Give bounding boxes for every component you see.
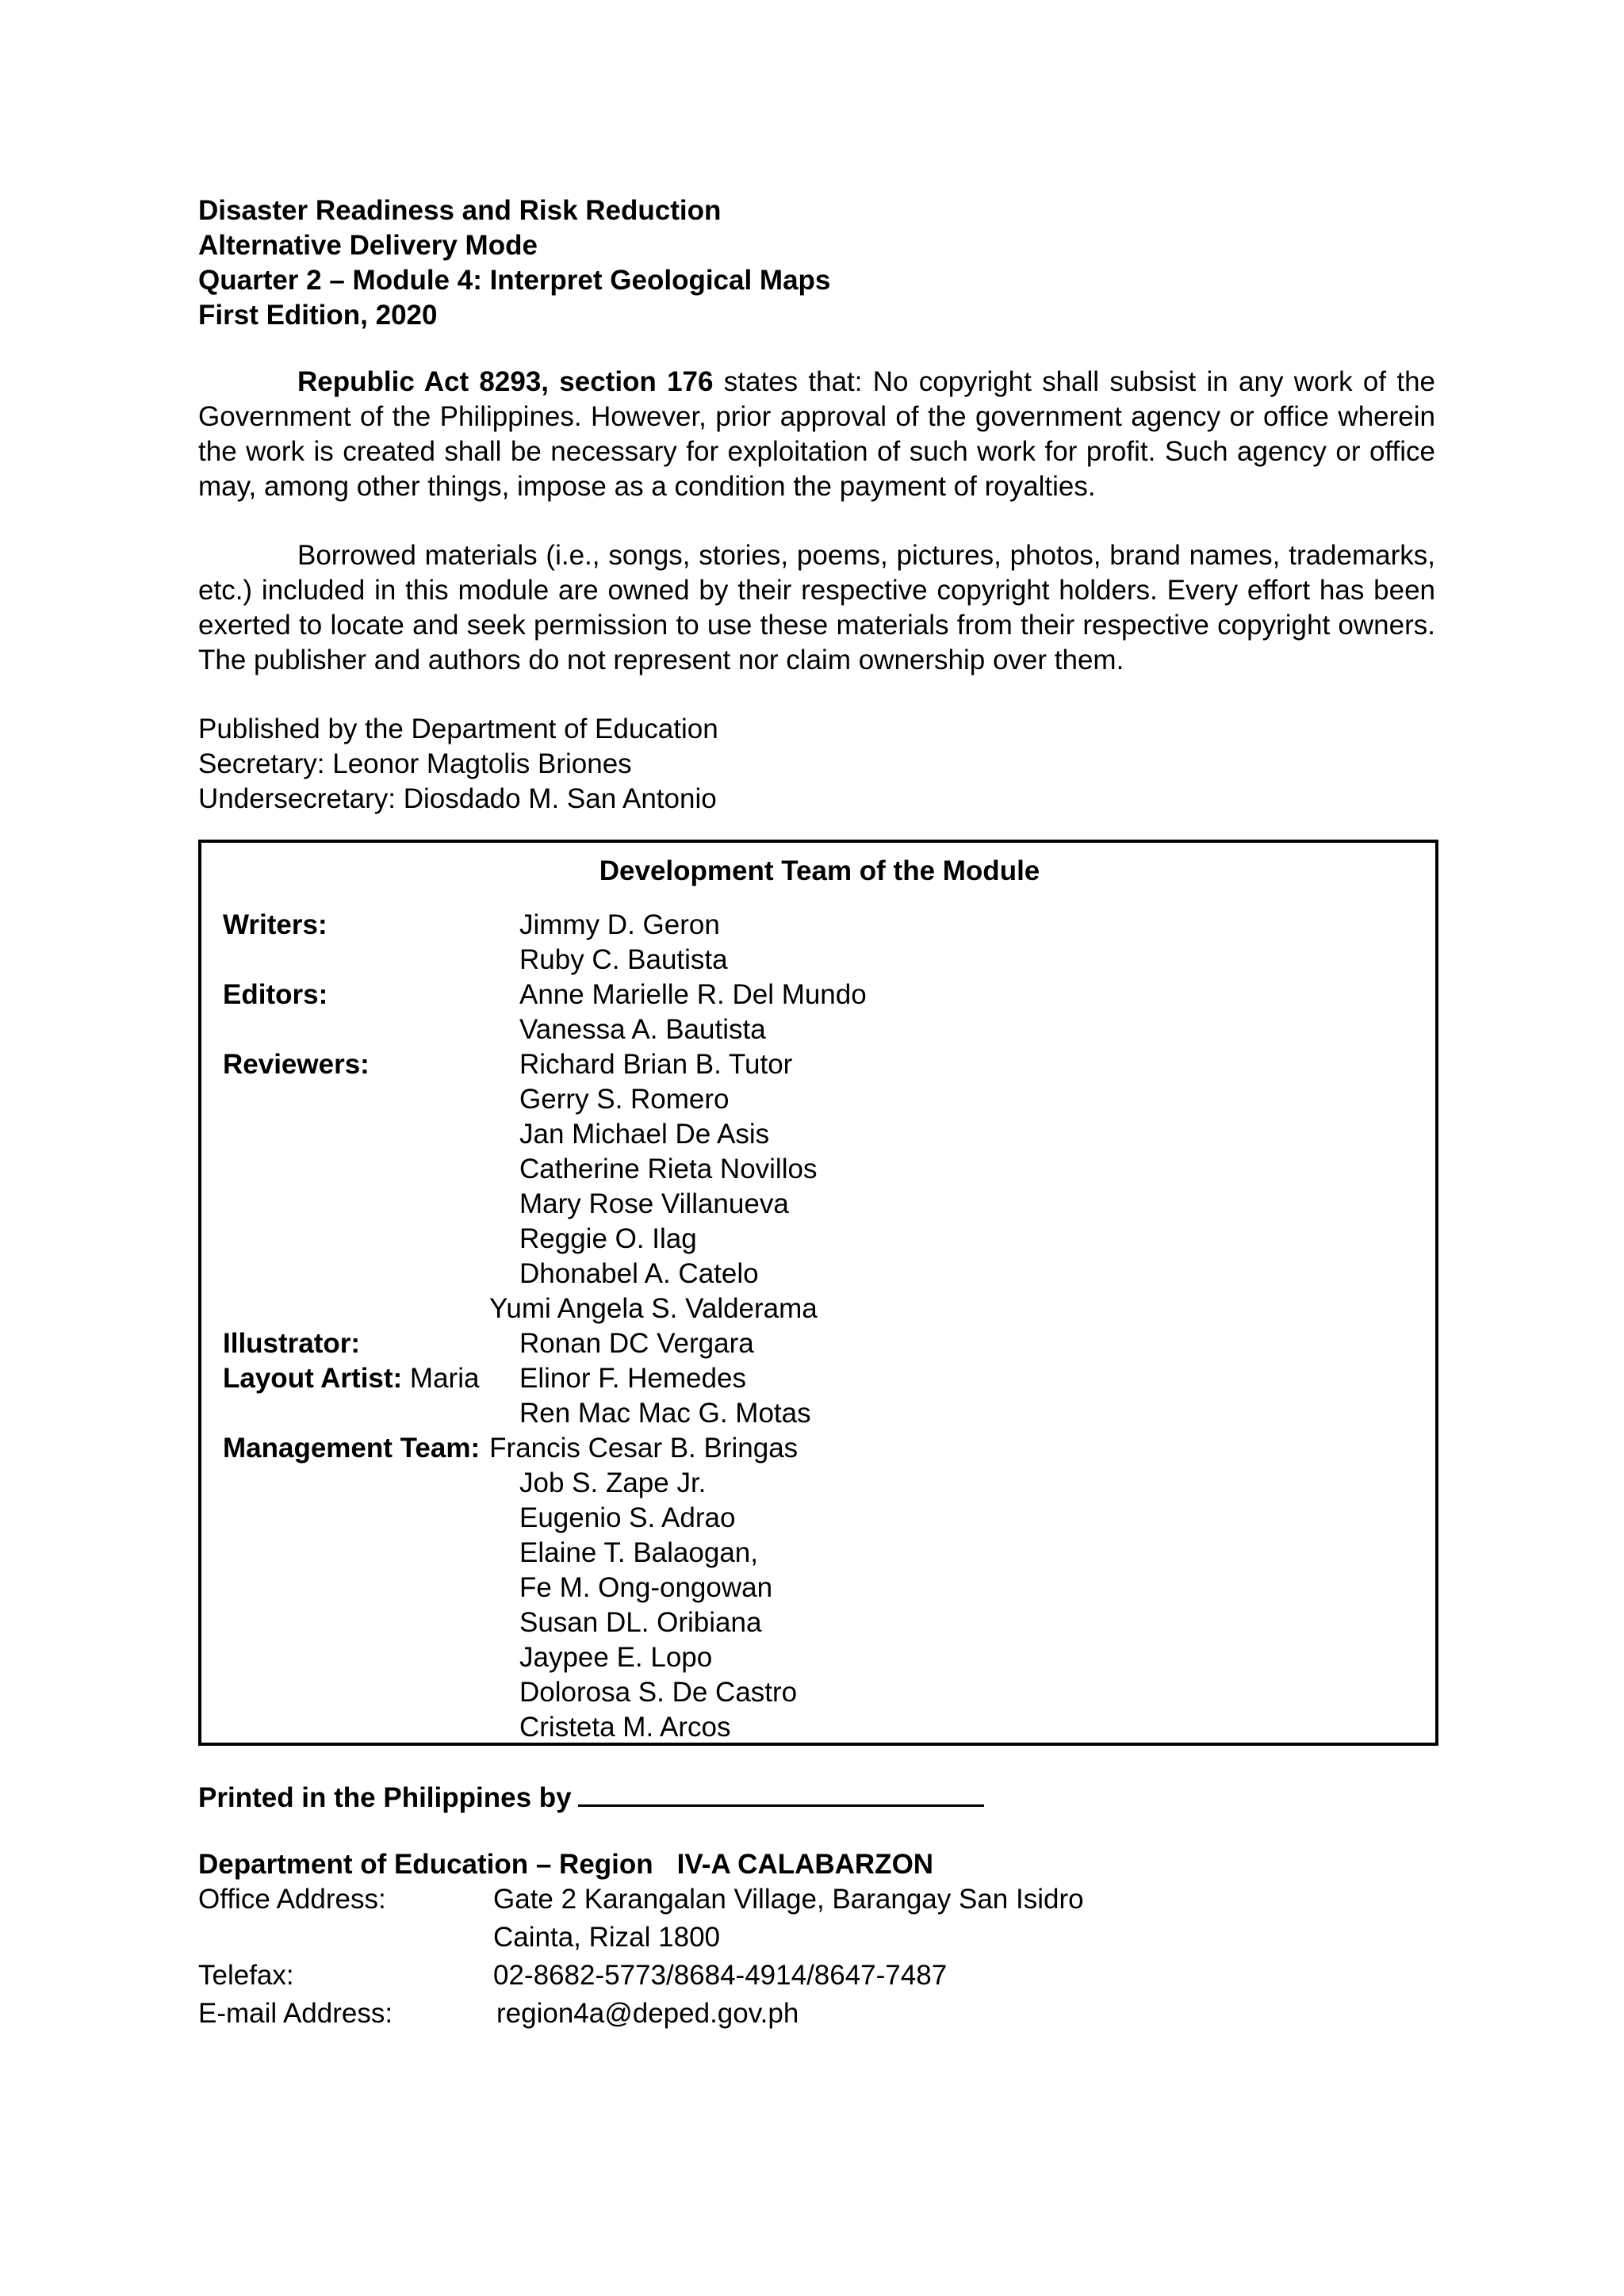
management-name: Dolorosa S. De Castro: [519, 1677, 798, 1708]
telefax-label: Telefax:: [198, 1960, 294, 1991]
management-name: Susan DL. Oribiana: [519, 1607, 762, 1638]
secretary: Secretary: Leonor Magtolis Briones: [198, 748, 632, 779]
team-row: [223, 1292, 1416, 1326]
team-row: [223, 1222, 1416, 1257]
team-row: [223, 1675, 1416, 1710]
team-row: [223, 1047, 1416, 1082]
team-row: [223, 908, 1416, 943]
layout-artist-name: Elinor F. Hemedes: [519, 1363, 746, 1394]
office-address-label: Office Address:: [198, 1884, 386, 1915]
management-name: Eugenio S. Adrao: [519, 1502, 736, 1533]
team-row: [223, 1257, 1416, 1292]
team-row: [223, 1640, 1416, 1675]
subject-title: Disaster Readiness and Risk Reduction: [198, 195, 722, 226]
team-row: [223, 1152, 1416, 1187]
editor-name: Vanessa A. Bautista: [519, 1014, 766, 1045]
borrowed-materials-notice: Borrowed materials (i.e., songs, stories, poems, pictures, photos, brand names, trademarks, etc.) included in this module are owned by their respective copyright holders. Every effort has been exerted to locate and seek permission to use these materials from their respective copyright owners. The publisher and authors do not represent nor claim ownership over them.: [198, 540, 1435, 675]
contact-row: [198, 1996, 1435, 2034]
illustrator-label: Illustrator:: [223, 1328, 361, 1359]
email-label: E-mail Address:: [198, 1998, 393, 2029]
team-row: [223, 1326, 1416, 1361]
team-row: [223, 1082, 1416, 1117]
management-name: Elaine T. Balaogan,: [519, 1537, 758, 1568]
team-row: [223, 1536, 1416, 1571]
team-row: [223, 1466, 1416, 1501]
reviewers-label: Reviewers:: [223, 1049, 370, 1080]
email-value: region4a@deped.gov.ph: [496, 1998, 799, 2029]
contact-row: [198, 1958, 1435, 1996]
reviewer-name: Catherine Rieta Novillos: [519, 1154, 818, 1184]
republic-act-reference: Republic Act 8293, section 176: [297, 366, 714, 397]
layout-artist-first-name: Maria: [402, 1363, 480, 1394]
publisher-info: [198, 712, 1435, 817]
office-address-line2: Cainta, Rizal 1800: [493, 1922, 720, 1953]
reviewer-name: Jan Michael De Asis: [519, 1119, 770, 1150]
telefax-value: 02-8682-5773/8684-4914/8647-7487: [493, 1960, 948, 1991]
reviewer-name: Richard Brian B. Tutor: [519, 1049, 793, 1080]
printer-blank-line: [578, 1779, 984, 1807]
module-title: Quarter 2 – Module 4: Interpret Geological Maps: [198, 265, 831, 296]
layout-artist-label: Layout Artist: Maria: [223, 1363, 480, 1394]
copyright-notice: [198, 365, 1435, 504]
management-name: Cristeta M. Arcos: [519, 1712, 731, 1743]
editor-name: Anne Marielle R. Del Mundo: [519, 979, 867, 1010]
management-name: Fe M. Ong-ongowan: [519, 1572, 773, 1603]
contact-row: [198, 1882, 1435, 1920]
team-row: [223, 1117, 1416, 1152]
reviewer-name: Dhonabel A. Catelo: [519, 1258, 759, 1289]
reviewer-name: Mary Rose Villanueva: [519, 1188, 789, 1219]
contact-info: [198, 1882, 1435, 2034]
copyright-text: states that: No copyright shall subsist in any work of the Government of the Philippines. However, prior approval of the government agency or office wherein the work is created shall be necessary for exploitation of such work for profit. Such agency or office may, among other things, impose as a condition the payment of royalties.: [198, 366, 1435, 502]
delivery-mode: Alternative Delivery Mode: [198, 230, 538, 261]
writers-label: Writers:: [223, 909, 327, 940]
published-by: Published by the Department of Education: [198, 714, 718, 744]
management-name: Francis Cesar B. Bringas: [489, 1433, 799, 1464]
team-row: [223, 1501, 1416, 1536]
region-heading: [198, 1847, 1435, 1882]
office-address-line1: Gate 2 Karangalan Village, Barangay San Isidro: [493, 1884, 1084, 1915]
printed-by-label: Printed in the Philippines by: [198, 1782, 572, 1813]
team-title: Development Team of the Module: [599, 855, 1040, 886]
team-row: [223, 978, 1416, 1012]
team-row: [223, 1187, 1416, 1222]
writer-name: Ruby C. Bautista: [519, 944, 728, 975]
reviewer-name: Yumi Angela S. Valderama: [489, 1293, 818, 1324]
management-team-label: Management Team:: [223, 1433, 481, 1464]
team-row: [223, 1431, 1416, 1466]
writer-name: Jimmy D. Geron: [519, 909, 720, 940]
undersecretary: Undersecretary: Diosdado M. San Antonio: [198, 783, 717, 814]
management-name: Job S. Zape Jr.: [519, 1468, 707, 1498]
team-row: [223, 1396, 1416, 1431]
illustrator-name: Ronan DC Vergara: [519, 1328, 754, 1359]
copyright-page: [198, 193, 1435, 2034]
team-row: [223, 1605, 1416, 1640]
printed-by-line: [198, 1779, 1435, 1814]
region-name: IV-A CALABARZON: [676, 1849, 934, 1880]
reviewer-name: Reggie O. Ilag: [519, 1223, 697, 1254]
development-team-box: [198, 840, 1438, 1746]
team-row: [223, 1571, 1416, 1605]
editors-label: Editors:: [223, 979, 328, 1010]
team-row: [223, 1012, 1416, 1047]
layout-artist-name: Ren Mac Mac G. Motas: [519, 1398, 811, 1429]
team-row: [223, 1361, 1416, 1396]
team-row: [223, 1710, 1416, 1745]
contact-row: [198, 1920, 1435, 1958]
team-row: [223, 943, 1416, 978]
module-title-block: [198, 193, 1435, 333]
edition: First Edition, 2020: [198, 300, 438, 331]
management-name: Jaypee E. Lopo: [519, 1642, 713, 1673]
region-department: Department of Education – Region: [198, 1849, 653, 1880]
reviewer-name: Gerry S. Romero: [519, 1084, 730, 1115]
